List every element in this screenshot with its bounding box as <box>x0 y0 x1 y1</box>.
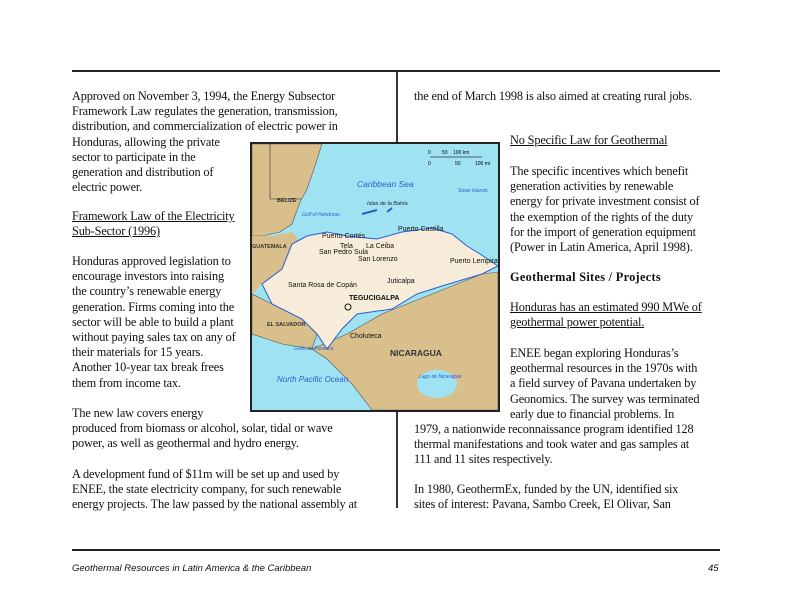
svg-text:100 mi: 100 mi <box>475 161 491 167</box>
text-line: Approved on November 3, 1994, the Energy Subsector <box>72 89 336 103</box>
text-line: power, as well as geothermal and hydro energy. <box>72 436 299 451</box>
text-line: A development fund of $11m will be set up and used by <box>72 467 340 481</box>
svg-text:Juticalpa: Juticalpa <box>387 278 415 285</box>
svg-text:TEGUCIGALPA: TEGUCIGALPA <box>349 295 400 302</box>
svg-text:La Ceiba: La Ceiba <box>366 243 395 250</box>
text-line: 111 and 11 sites respectively. <box>414 452 553 467</box>
text-line: without paying sales tax on any of <box>72 330 236 344</box>
svg-text:100 km: 100 km <box>453 150 470 156</box>
section-heading: No Specific Law for Geothermal <box>510 133 668 147</box>
text-line: distribution, and commercialization of electric power in <box>72 119 338 134</box>
svg-text:0: 0 <box>428 161 431 167</box>
text-line: 1979, a nationwide reconnaissance program identified 128 <box>414 422 694 436</box>
svg-text:Swan Islands: Swan Islands <box>458 188 488 194</box>
text-line: energy for private investment consist of <box>510 194 700 209</box>
text-line: generation and distribution of <box>72 165 214 179</box>
svg-text:San Pedro Sula: San Pedro Sula <box>319 249 369 256</box>
text-line: them from income tax. <box>72 375 181 390</box>
section-heading: Sub-Sector (1996) <box>72 224 160 239</box>
text-line: In 1980, GeothermEx, funded by the UN, identified six <box>414 482 679 496</box>
footer-title: Geothermal Resources in Latin America & the Caribbean <box>72 563 312 574</box>
text-line: Geonomics. The survey was terminated <box>510 391 700 406</box>
section-heading: Geothermal Sites / Projects <box>510 270 661 284</box>
svg-text:Gulf of Honduras: Gulf of Honduras <box>302 212 340 218</box>
text-line: Framework Law regulates the generation, transmission, <box>72 104 338 119</box>
text-line: ENEE, the state electricity company, for such renewable <box>72 482 342 497</box>
text-line: early due to financial problems. In <box>510 406 675 421</box>
section-heading: geothermal power potential. <box>510 315 645 330</box>
text-line: a field survey of Pavana undertaken by <box>510 376 697 391</box>
section-heading: Framework Law of the Electricity <box>72 209 235 223</box>
svg-text:Tela: Tela <box>340 243 353 250</box>
text-line: generation. Firms coming into the <box>72 299 235 314</box>
text-line: Honduras, allowing the private <box>72 134 220 149</box>
scale-bar <box>428 150 490 167</box>
text-line: Another 10-year tax break frees <box>72 360 224 375</box>
text-line: sites of interest: Pavana, Sambo Creek, El Olivar, San <box>414 497 671 512</box>
svg-text:Puerto Cortés: Puerto Cortés <box>322 233 366 240</box>
text-line: the end of March 1998 is also aimed at creating rural jobs. <box>414 89 692 103</box>
text-line: sector to participate in the <box>72 149 196 164</box>
svg-text:Puerto Lempira: Puerto Lempira <box>450 258 498 265</box>
honduras-map <box>250 142 500 412</box>
text-line: energy projects. The law passed by the national assembly at <box>72 497 358 512</box>
svg-text:Lago de Nicaragua: Lago de Nicaragua <box>419 374 462 380</box>
svg-text:50: 50 <box>455 161 461 167</box>
svg-text:Caribbean Sea: Caribbean Sea <box>357 179 414 189</box>
text-line: The new law covers energy <box>72 406 204 420</box>
svg-text:Choluteca: Choluteca <box>350 333 382 340</box>
svg-text:50: 50 <box>442 150 448 156</box>
svg-text:Santa Rosa de Copán: Santa Rosa de Copán <box>288 282 357 289</box>
svg-text:Golfo de Fonseca: Golfo de Fonseca <box>294 346 334 352</box>
section-heading: Honduras has an estimated 990 MWe of <box>510 300 702 314</box>
land-west <box>252 144 322 236</box>
svg-text:San Lorenzo: San Lorenzo <box>358 256 398 263</box>
svg-text:Islas de la Bahía: Islas de la Bahía <box>367 201 408 207</box>
svg-text:GUATEMALA: GUATEMALA <box>252 244 287 250</box>
text-line: Honduras approved legislation to <box>72 254 231 268</box>
text-line: for the import of generation equipment <box>510 224 696 239</box>
text-line: geothermal resources in the 1970s with <box>510 361 698 376</box>
text-line: ENEE began exploring Honduras’s <box>510 346 679 360</box>
text-line: generation activities by renewable <box>510 179 674 194</box>
text-line: electric power. <box>72 180 143 195</box>
svg-text:0: 0 <box>428 150 431 156</box>
svg-text:North Pacific Ocean: North Pacific Ocean <box>277 375 349 384</box>
text-line: their materials for 15 years. <box>72 345 204 360</box>
text-line: produced from biomass or alcohol, solar, tidal or wave <box>72 421 333 436</box>
bottom-rule <box>72 549 720 551</box>
svg-text:NICARAGUA: NICARAGUA <box>390 348 442 358</box>
text-line: (Power in Latin America, April 1998). <box>510 240 693 254</box>
text-line: The specific incentives which benefit <box>510 164 689 178</box>
svg-text:BELIZE: BELIZE <box>277 198 297 204</box>
text-line: encourage investors into raising <box>72 269 224 284</box>
text-line: the country’s renewable energy <box>72 284 222 299</box>
svg-text:Puerto Castilla: Puerto Castilla <box>398 226 444 233</box>
text-line: sector will be able to build a plant <box>72 314 234 329</box>
page-number: 45 <box>708 563 719 574</box>
text-line: thermal manifestations and took water and gas samples at <box>414 437 690 452</box>
svg-text:EL SALVADOR: EL SALVADOR <box>267 322 306 328</box>
text-line: the exemption of the rights of the duty <box>510 209 694 224</box>
